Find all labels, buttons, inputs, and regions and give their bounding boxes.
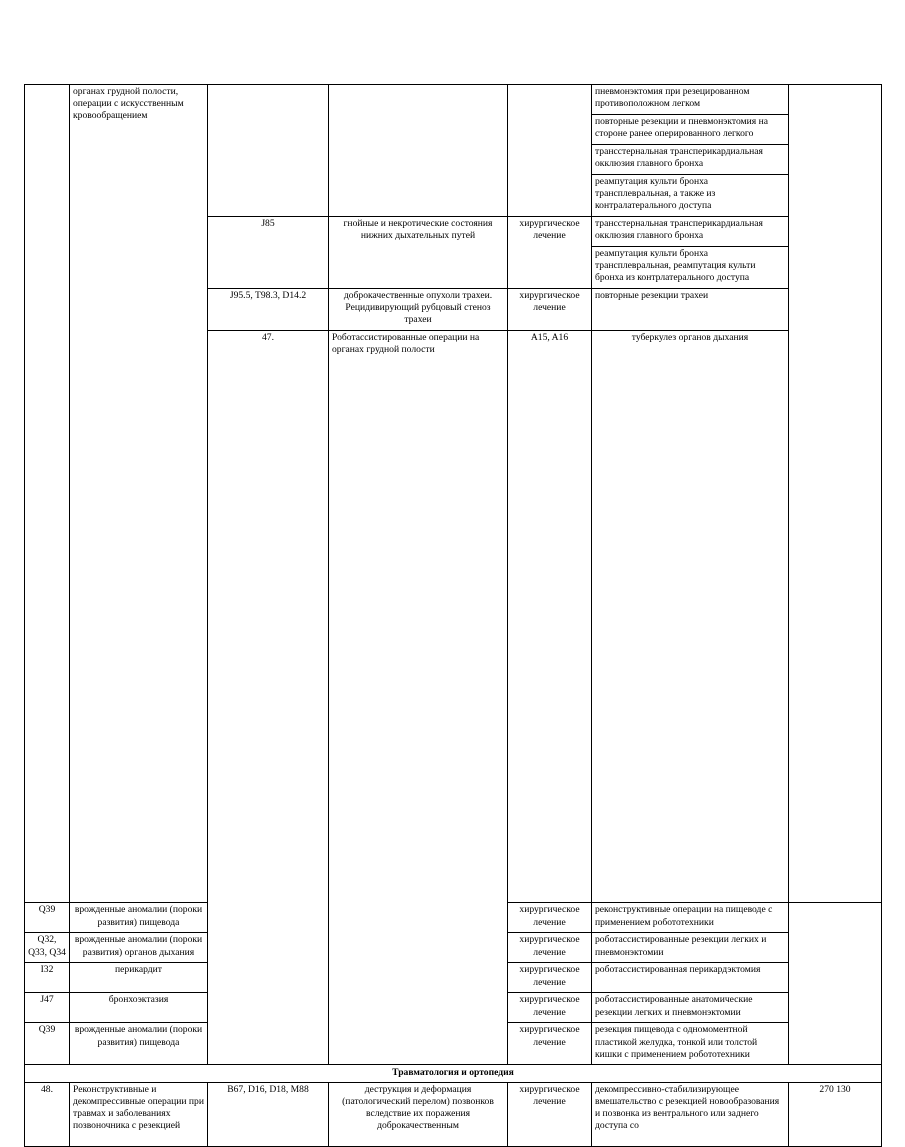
method: роботассистированные анатомические резекции легких и пневмонэктомии	[592, 993, 789, 1023]
disease: деструкция и деформация (патологический перелом) позвонков вследствие их поражения доброкачественным	[329, 1082, 508, 1146]
method: трансстернальная трансперикардиальная окклюзия главного бронха	[592, 217, 789, 247]
method: роботассистированные резекции легких и пневмонэктомии	[592, 933, 789, 963]
disease: доброкачественные опухоли трахеи. Рецидивирующий рубцовый стеноз трахеи	[329, 289, 508, 331]
procedure-name: Реконструктивные и декомпрессивные операции при травмах и заболеваниях позвоночника с резекцией	[70, 1082, 208, 1146]
icd-code: Q39	[25, 903, 70, 933]
treatment: хирургическое лечение	[508, 1023, 592, 1065]
method: резекция пищевода с одномоментной пластикой желудка, тонкой или толстой кишки с применением робототехники	[592, 1023, 789, 1065]
icd-code: B67, D16, D18, M88	[208, 1082, 329, 1146]
section-heading: Травматология и ортопедия	[25, 1065, 882, 1082]
disease: врожденные аномалии (пороки развития) пищевода	[70, 1023, 208, 1065]
icd-code: J47	[25, 993, 70, 1023]
cost: 270 130	[789, 1082, 882, 1146]
method: реампутация культи бронха трансплевральная, а также из контралатерального доступа	[592, 175, 789, 217]
row-number: 48.	[25, 1082, 70, 1146]
icd-code: J95.5, T98.3, D14.2	[208, 289, 329, 331]
disease: туберкулез органов дыхания	[592, 331, 789, 903]
icd-code: I32	[25, 963, 70, 993]
table-row	[25, 1065, 882, 1082]
medical-care-table	[24, 84, 882, 1147]
method: реампутация культи бронха трансплевральная, реампутация культи бронха из контрлатерального доступа	[592, 247, 789, 289]
procedure-name: Роботассистированные операции на органах грудной полости	[329, 331, 508, 1065]
method: повторные резекции и пневмонэктомия на стороне ранее оперированного легкого	[592, 115, 789, 145]
method: повторные резекции трахеи	[592, 289, 789, 331]
icd-code: Q32, Q33, Q34	[25, 933, 70, 963]
row-number: 47.	[208, 331, 329, 1065]
method: декомпрессивно-стабилизирующее вмешательство с резекцией новообразования и позвонка из вентрального или заднего доступа со	[592, 1082, 789, 1146]
icd-code: Q39	[25, 1023, 70, 1065]
treatment: хирургическое лечение	[508, 289, 592, 331]
disease: гнойные и некротические состояния нижних дыхательных путей	[329, 217, 508, 289]
method: трансстернальная трансперикардиальная окклюзия главного бронха	[592, 145, 789, 175]
method: реконструктивные операции на пищеводе с применением робототехники	[592, 903, 789, 933]
treatment: хирургическое лечение	[508, 993, 592, 1023]
method: пневмонэктомия при резецированном противоположном легком	[592, 85, 789, 115]
treatment: хирургическое лечение	[508, 903, 592, 933]
document-page	[24, 84, 881, 1131]
disease: врожденные аномалии (пороки развития) органов дыхания	[70, 933, 208, 963]
icd-code: J85	[208, 217, 329, 289]
disease	[329, 85, 508, 217]
treatment	[508, 85, 592, 217]
procedure-name: органах грудной полости, операции с искусственным кровообращением	[70, 85, 208, 903]
treatment: хирургическое лечение	[508, 1082, 592, 1146]
disease: бронхоэктазия	[70, 993, 208, 1023]
table-row	[25, 85, 882, 115]
treatment: хирургическое лечение	[508, 217, 592, 289]
icd-code	[208, 85, 329, 217]
method: роботассистированная перикардэктомия	[592, 963, 789, 993]
treatment: хирургическое лечение	[508, 933, 592, 963]
disease: перикардит	[70, 963, 208, 993]
disease: врожденные аномалии (пороки развития) пищевода	[70, 903, 208, 933]
treatment: хирургическое лечение	[508, 963, 592, 993]
table-row	[25, 1082, 882, 1146]
icd-code: A15, A16	[508, 331, 592, 903]
